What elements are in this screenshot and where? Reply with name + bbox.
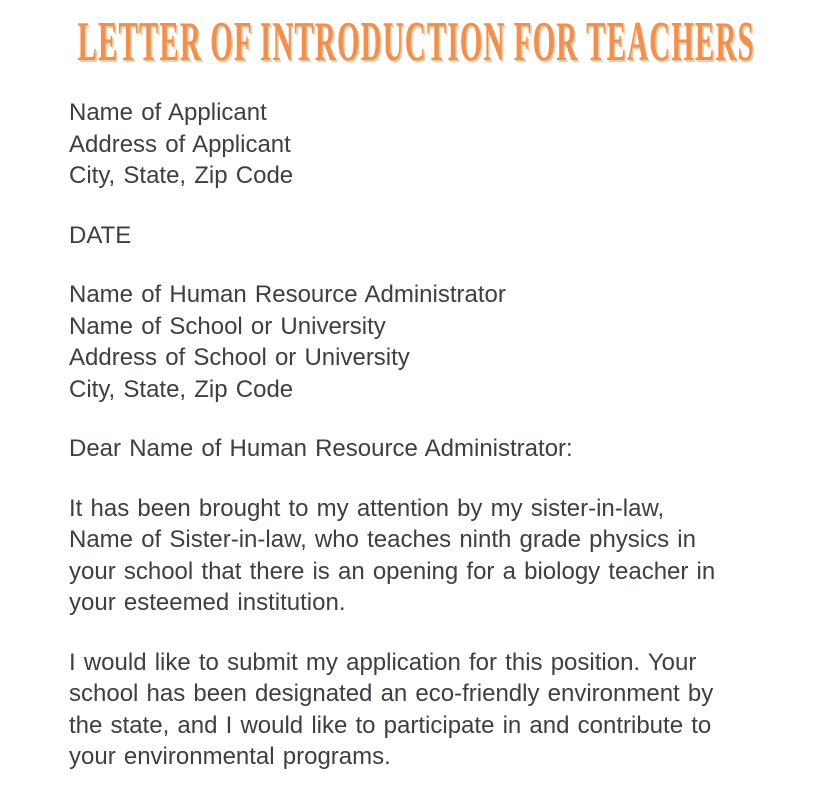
date-text: DATE (69, 221, 132, 249)
title-row (0, 11, 833, 73)
paragraph-line: the state, and I would like to participate in and contribute to (69, 711, 712, 739)
paragraph-2 (69, 647, 793, 773)
sender-address-line: Address of Applicant (69, 130, 291, 158)
paragraph-1 (69, 493, 793, 619)
sender-name-line: Name of Applicant (69, 99, 267, 126)
paragraph-line: I would like to submit my application for this position. Your (69, 648, 697, 676)
recipient-block (69, 279, 793, 405)
sender-block (69, 97, 793, 192)
recipient-name-line: Name of Human Resource Administrator (69, 281, 506, 308)
salutation-line (69, 433, 793, 465)
letter-body (0, 97, 833, 773)
document-title: LETTER OF INTRODUCTION FOR TEACHERS (77, 11, 756, 73)
paragraph-line: your school that there is an opening for a biology teacher in (69, 557, 716, 585)
paragraph-line: It has been brought to my attention by my sister-in-law, (69, 494, 665, 522)
recipient-city-line: City, State, Zip Code (69, 375, 294, 403)
paragraph-line: your environmental programs. (69, 743, 391, 770)
sender-city-line: City, State, Zip Code (69, 162, 294, 189)
paragraph-line: Name of Sister-in-law, who teaches ninth grade physics in (69, 526, 696, 553)
paragraph-line: your esteemed institution. (69, 589, 346, 616)
recipient-address-line: Address of School or University (69, 344, 410, 371)
salutation-text: Dear Name of Human Resource Administrator: (69, 435, 573, 462)
recipient-school-line: Name of School or University (69, 312, 386, 340)
date-line (69, 220, 793, 252)
paragraph-line: school has been designated an eco-friendly environment by (69, 680, 714, 707)
